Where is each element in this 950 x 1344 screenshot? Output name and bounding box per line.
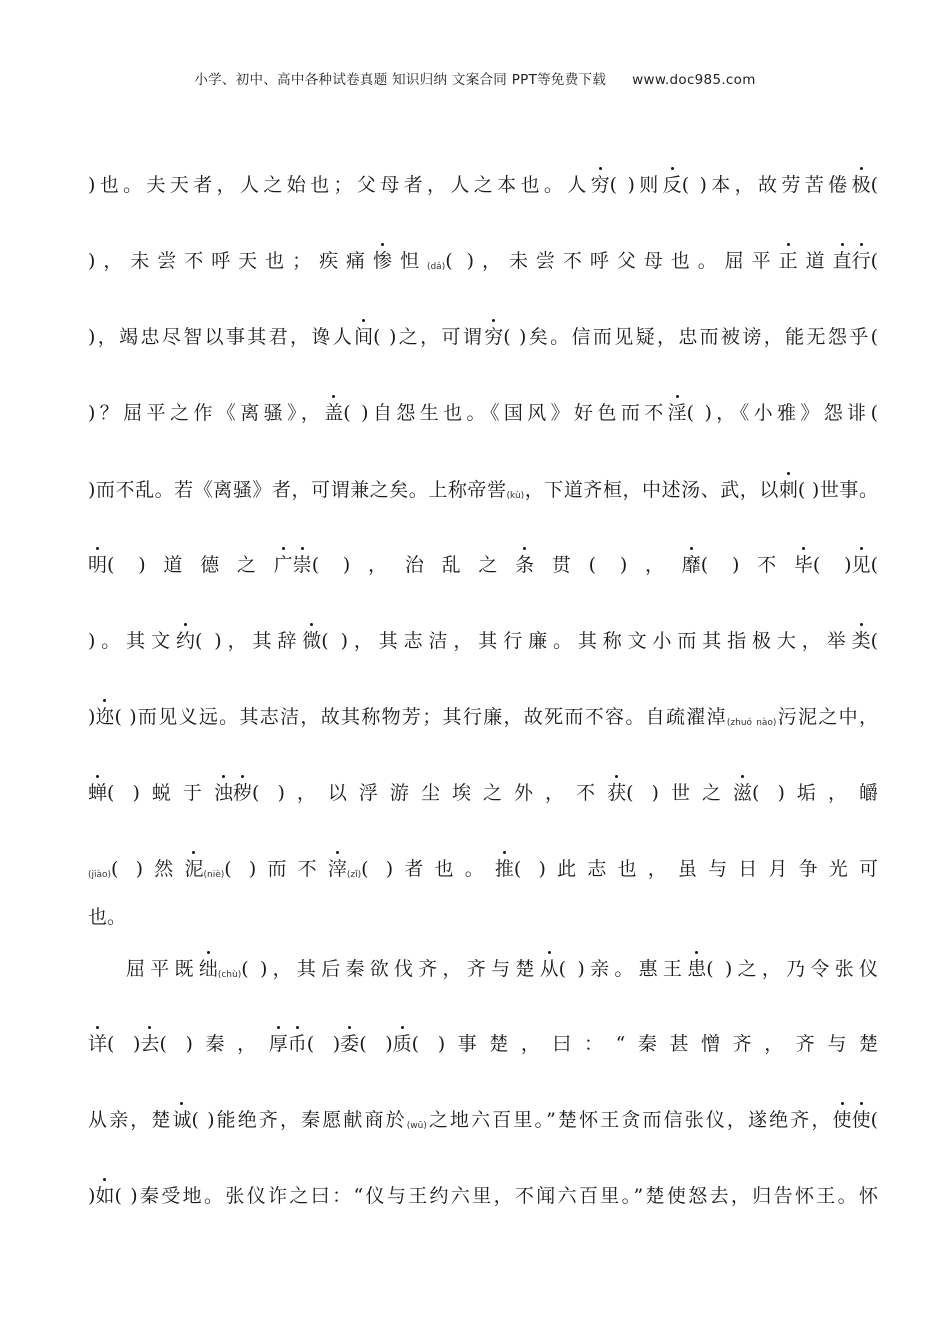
text-segment: ( bbox=[870, 630, 878, 652]
text-line bbox=[88, 400, 878, 426]
text-segment: ( bbox=[870, 1109, 878, 1131]
text-segment: )，未尝不呼天也；疾痛 bbox=[88, 250, 373, 272]
text-segment: ( )而不 bbox=[224, 858, 328, 880]
emphasized-char: 委 bbox=[340, 1033, 360, 1055]
pinyin-annotation: (zhuó nào) bbox=[726, 718, 777, 728]
text-segment: ( )本，故劳苦倦 bbox=[681, 174, 852, 196]
emphasized-char: 间 bbox=[354, 326, 374, 348]
text-line bbox=[88, 904, 878, 930]
emphasized-char: 迩 bbox=[95, 706, 115, 728]
text-line bbox=[88, 1031, 878, 1057]
text-segment: ( )，《小雅》怨诽( bbox=[686, 402, 878, 424]
text-segment: ( )，其辞 bbox=[194, 630, 303, 652]
emphasized-char: 厚 bbox=[268, 1033, 288, 1055]
text-segment: ( )世事。 bbox=[797, 479, 878, 501]
text-segment: 贯( )， bbox=[534, 554, 682, 576]
text-segment: )？屈平之作《离骚》， bbox=[88, 402, 325, 424]
text-line bbox=[88, 248, 878, 280]
emphasized-char: 从 bbox=[539, 958, 559, 980]
emphasized-char: 微 bbox=[302, 630, 322, 652]
text-segment: ( ) bbox=[359, 1033, 393, 1055]
emphasized-char: 质 bbox=[392, 1033, 412, 1055]
emphasized-char: 秽 bbox=[232, 782, 252, 804]
text-segment: ) bbox=[88, 1185, 96, 1207]
text-segment: ( )能绝齐，秦愿献商於 bbox=[191, 1109, 407, 1131]
text-line bbox=[88, 780, 878, 806]
emphasized-char: 患 bbox=[687, 958, 707, 980]
text-segment: ( ) bbox=[306, 1033, 341, 1055]
text-segment: 之地六百里。”楚怀王贪而信张仪，遂绝齐， bbox=[426, 1109, 833, 1131]
emphasized-char: 反 bbox=[662, 174, 682, 196]
text-line bbox=[88, 956, 878, 988]
text-segment: ( )，其后秦欲伐齐，齐与楚 bbox=[241, 958, 540, 980]
text-segment: ) bbox=[88, 706, 96, 728]
emphasized-char: 广 bbox=[273, 554, 293, 576]
text-line bbox=[88, 172, 878, 198]
text-segment: ( )，其志洁，其行廉。其称文小而其指极大，举 bbox=[321, 630, 852, 652]
text-segment: 从亲，楚 bbox=[88, 1109, 173, 1131]
emphasized-char: 使 bbox=[832, 1109, 852, 1131]
text-line bbox=[88, 704, 878, 736]
emphasized-char: 币 bbox=[287, 1033, 307, 1055]
text-line bbox=[88, 628, 878, 654]
pinyin-annotation: (chù) bbox=[217, 970, 242, 980]
text-segment: )也。夫天者，人之始也；父母者，人之本也。人 bbox=[88, 174, 591, 196]
text-line bbox=[88, 552, 878, 578]
text-segment: )。其文 bbox=[88, 630, 176, 652]
pinyin-annotation: (kù) bbox=[506, 491, 525, 501]
emphasized-char: 详 bbox=[88, 1033, 108, 1055]
text-segment: ( bbox=[870, 554, 878, 576]
text-segment: ( )不 bbox=[700, 554, 794, 576]
emphasized-char: 泥 bbox=[184, 858, 204, 880]
emphasized-char: 刺 bbox=[778, 479, 798, 501]
text-segment: ( )秦， bbox=[159, 1033, 269, 1055]
text-segment: ( bbox=[870, 250, 878, 272]
emphasized-char: 淫 bbox=[667, 402, 687, 424]
emphasized-char: 约 bbox=[175, 630, 195, 652]
text-segment: ( )亲。惠王 bbox=[558, 958, 688, 980]
pinyin-annotation: (zǐ) bbox=[346, 870, 362, 880]
text-segment: ( )此志也，虽与日月争光可 bbox=[513, 858, 878, 880]
emphasized-char: 获 bbox=[607, 782, 627, 804]
emphasized-char: 滓 bbox=[327, 858, 347, 880]
page-header bbox=[0, 68, 950, 88]
text-segment: ( )秦受地。张仪诈之曰：“仪与王约六里，不闻六百里。”楚使怒去，归告怀王。怀 bbox=[114, 1185, 878, 1207]
text-segment: ( )而见义远。其志洁，故其称物芳；其行廉，故死而不容。自疏濯淖 bbox=[114, 706, 727, 728]
text-segment: ( )道德之 bbox=[107, 554, 274, 576]
text-segment: ( )，未尝不呼父母也。屈平 bbox=[445, 250, 779, 272]
emphasized-char: 浊 bbox=[213, 782, 233, 804]
emphasized-char: 直 bbox=[832, 250, 852, 272]
text-segment: ( )者也。 bbox=[361, 858, 495, 880]
emphasized-char: 明 bbox=[88, 554, 108, 576]
text-segment: 道 bbox=[797, 250, 833, 272]
text-segment: ( )之，可谓 bbox=[373, 326, 485, 348]
text-segment: )，竭忠尽智以事其君，谗人 bbox=[88, 326, 355, 348]
emphasized-char: 绌 bbox=[198, 958, 218, 980]
emphasized-char: 行 bbox=[851, 250, 871, 272]
text-segment: ( )，治乱之 bbox=[311, 554, 516, 576]
emphasized-char: 诚 bbox=[172, 1109, 192, 1131]
text-segment: ( )事楚，曰：“秦甚憎齐，齐与楚 bbox=[411, 1033, 878, 1055]
pinyin-annotation: (jiào) bbox=[88, 870, 112, 880]
text-segment: ( ) bbox=[812, 554, 852, 576]
header-url: www.doc985.com bbox=[632, 72, 756, 88]
text-line bbox=[88, 856, 878, 888]
emphasized-char: 蝉 bbox=[88, 782, 108, 804]
text-segment: ( ) bbox=[107, 1033, 141, 1055]
emphasized-char: 正 bbox=[778, 250, 798, 272]
text-segment: 怛 bbox=[392, 250, 427, 272]
emphasized-char: 盖 bbox=[324, 402, 344, 424]
pinyin-annotation: (wū) bbox=[406, 1121, 427, 1131]
text-segment: 也。 bbox=[88, 906, 127, 928]
emphasized-char: 崇 bbox=[292, 554, 312, 576]
emphasized-char: 如 bbox=[95, 1185, 115, 1207]
emphasized-char: 推 bbox=[494, 858, 514, 880]
emphasized-char: 滋 bbox=[733, 782, 753, 804]
text-segment: ( )之，乃令张仪 bbox=[706, 958, 878, 980]
emphasized-char: 靡 bbox=[681, 554, 701, 576]
text-segment: ( )则 bbox=[609, 174, 663, 196]
header-text: 小学、初中、高中各种试卷真题 知识归纳 文案合同 PPT等免费下载 bbox=[194, 72, 607, 88]
text-line bbox=[88, 1107, 878, 1139]
text-segment: ( bbox=[870, 174, 878, 196]
text-segment: ( )垢，皭 bbox=[752, 782, 878, 804]
text-segment: ( )矣。信而见疑，忠而被谤，能无怨乎( bbox=[503, 326, 878, 348]
text-segment: ，下道齐桓，中述汤、武，以 bbox=[524, 479, 779, 501]
pinyin-annotation: (dá) bbox=[426, 262, 446, 272]
emphasized-char: 条 bbox=[515, 554, 535, 576]
emphasized-char: 使 bbox=[851, 1109, 871, 1131]
emphasized-char: 惨 bbox=[373, 250, 393, 272]
text-segment: ( )然 bbox=[111, 858, 185, 880]
emphasized-char: 类 bbox=[851, 630, 871, 652]
emphasized-char: 毕 bbox=[793, 554, 813, 576]
emphasized-char: 见 bbox=[851, 554, 871, 576]
pinyin-annotation: (niè) bbox=[203, 870, 225, 880]
text-line bbox=[88, 477, 878, 509]
emphasized-char: 穷 bbox=[484, 326, 504, 348]
text-line bbox=[88, 1183, 878, 1209]
text-segment: ( )蜕于 bbox=[107, 782, 214, 804]
text-segment: ( )世之 bbox=[626, 782, 734, 804]
text-segment: ( )，以浮游尘埃之外，不 bbox=[251, 782, 608, 804]
text-segment: )而不乱。若《离骚》者，可谓兼之矣。上称帝喾 bbox=[88, 479, 507, 501]
text-segment: ( )自怨生也。《国风》好色而不 bbox=[343, 402, 668, 424]
text-segment: 屈平既 bbox=[126, 958, 199, 980]
text-segment: 污泥之中， bbox=[776, 706, 878, 728]
emphasized-char: 去 bbox=[140, 1033, 160, 1055]
emphasized-char: 穷 bbox=[590, 174, 610, 196]
emphasized-char: 极 bbox=[851, 174, 871, 196]
text-line bbox=[88, 324, 878, 350]
